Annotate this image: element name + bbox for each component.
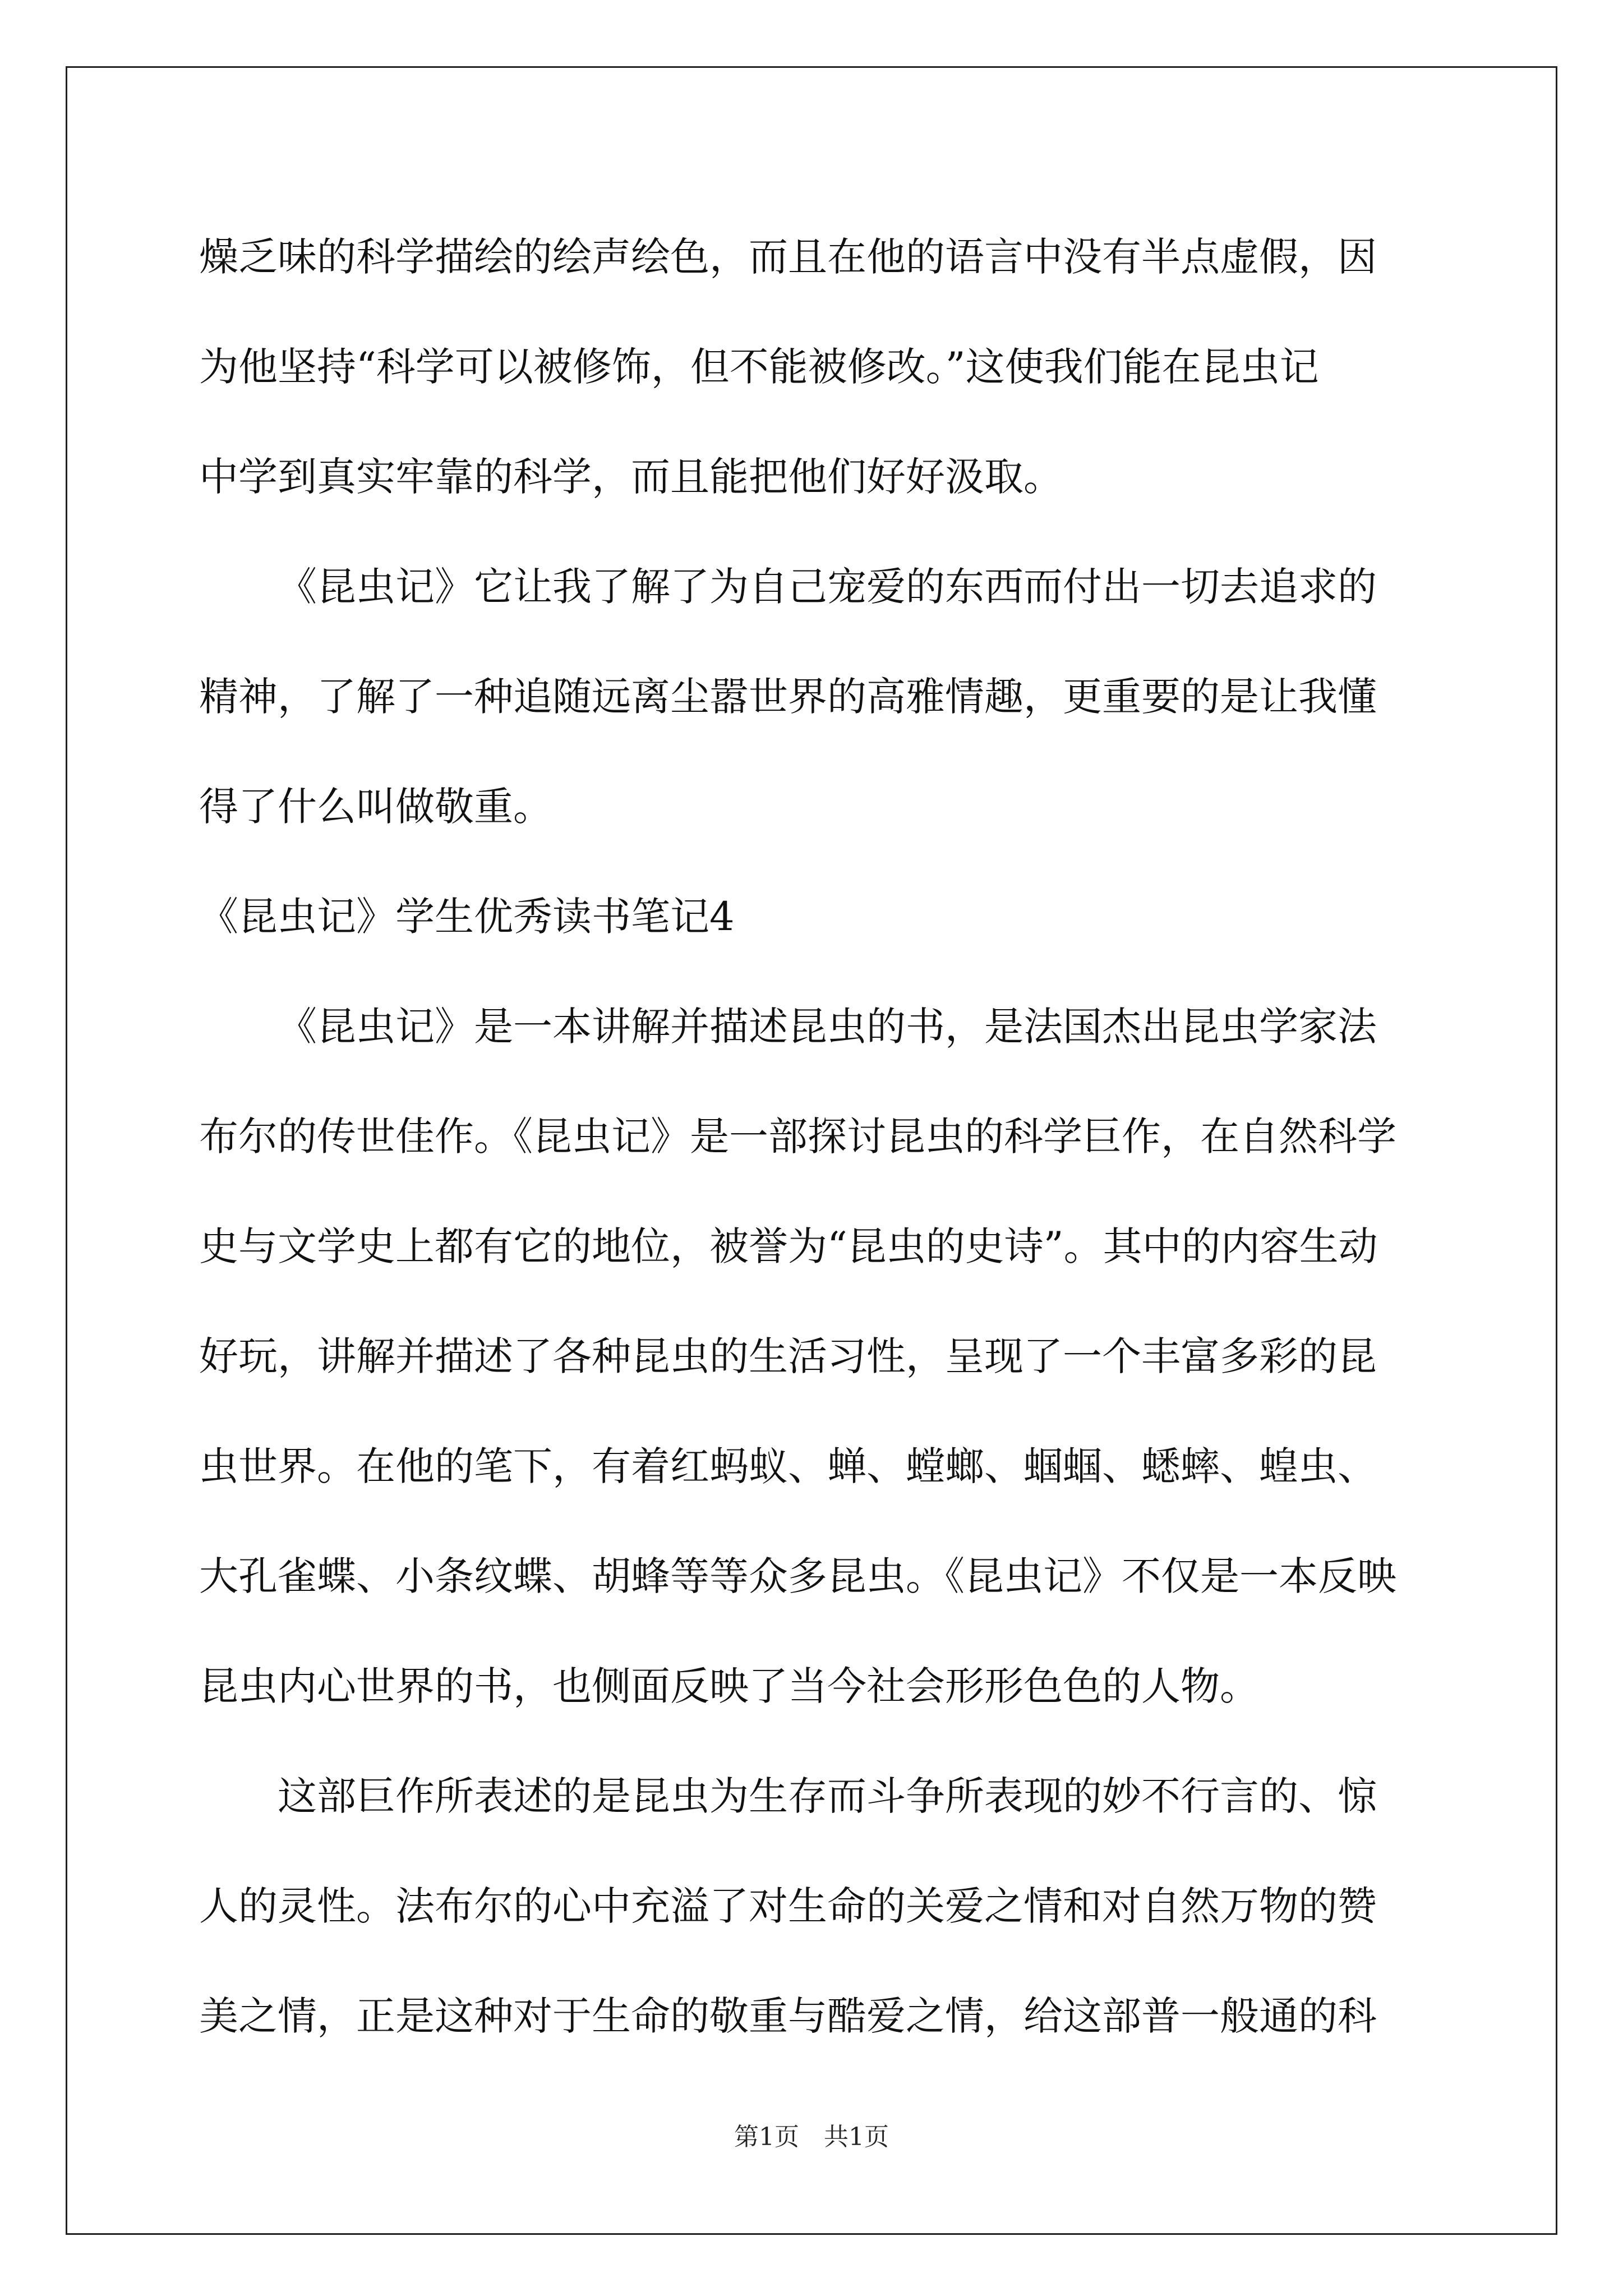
- text-line-4: 《昆虫记》它让我了解了为自己宠爱的东西而付出一切去追求的: [278, 564, 1377, 610]
- section-heading: 《昆虫记》学生优秀读书笔记4: [199, 894, 735, 940]
- text-line-1: 燥乏味的科学描绘的绘声绘色，而且在他的语言中没有半点虚假，因: [199, 234, 1377, 280]
- text-line-17: 美之情，正是这种对于生命的敬重与酷爱之情，给这部普一般通的科: [199, 1993, 1377, 2039]
- text-line-11: 好玩，讲解并描述了各种昆虫的生活习性，呈现了一个丰富多彩的昆: [199, 1333, 1377, 1379]
- document-body: [199, 202, 1433, 2071]
- text-line-16: 人的灵性。法布尔的心中充溢了对生命的关爱之情和对自然万物的赞: [199, 1883, 1377, 1929]
- page-number-total: 共1页: [824, 2123, 889, 2151]
- page-number-current: 第1页: [734, 2123, 799, 2151]
- page-footer: [0, 2120, 1623, 2154]
- text-line-5: 精神，了解了一种追随远离尘嚣世界的高雅情趣，更重要的是让我懂: [199, 674, 1377, 720]
- text-line-2: 为他坚持“科学可以被修饰，但不能被修改。”这使我们能在昆虫记: [199, 344, 1319, 390]
- text-line-14: 昆虫内心世界的书，也侧面反映了当今社会形形色色的人物。: [199, 1663, 1259, 1709]
- text-line-10: 史与文学史上都有它的地位，被誉为“昆虫的史诗”。其中的内容生动: [199, 1223, 1378, 1269]
- text-line-6: 得了什么叫做敬重。: [199, 784, 552, 830]
- text-line-3: 中学到真实牢靠的科学，而且能把他们好好汲取。: [199, 454, 1063, 500]
- text-line-15: 这部巨作所表述的是昆虫为生存而斗争所表现的妙不行言的、惊: [278, 1773, 1377, 1819]
- text-line-9: 布尔的传世佳作。《昆虫记》是一部探讨昆虫的科学巨作，在自然科学: [199, 1114, 1396, 1159]
- text-line-12: 虫世界。在他的笔下，有着红蚂蚁、蝉、螳螂、蝈蝈、蟋蟀、蝗虫、: [199, 1443, 1377, 1489]
- text-line-8: 《昆虫记》是一本讲解并描述昆虫的书，是法国杰出昆虫学家法: [278, 1004, 1377, 1050]
- text-line-13: 大孔雀蝶、小条纹蝶、胡蜂等等众多昆虫。《昆虫记》不仅是一本反映: [199, 1553, 1396, 1599]
